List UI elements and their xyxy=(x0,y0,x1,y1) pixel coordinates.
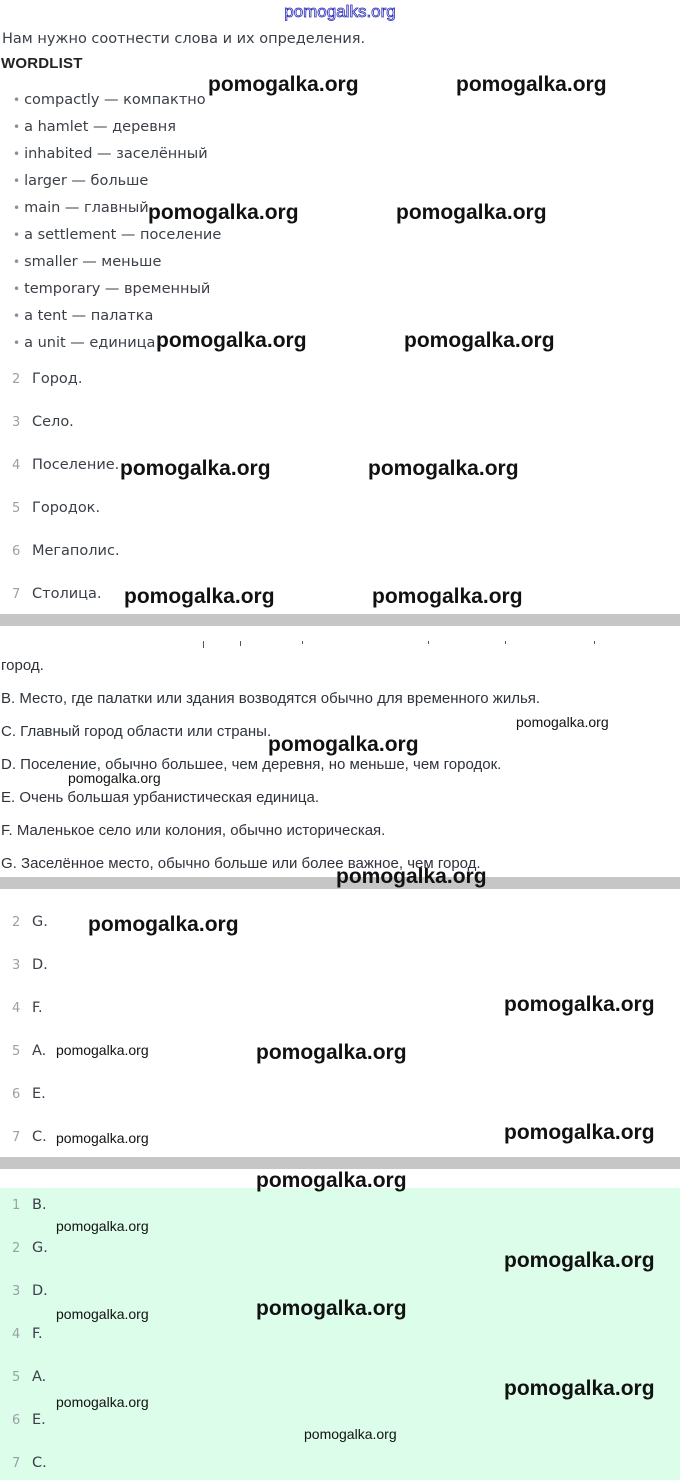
term-number: 5 xyxy=(12,501,21,516)
bullet-icon: • xyxy=(13,120,21,134)
watermark: pomogalka.org xyxy=(56,1218,149,1234)
definition-line: F. Маленькое село или колония, обычно историческая. xyxy=(1,822,386,839)
answer-number: 2 xyxy=(12,915,21,930)
watermark: pomogalka.org xyxy=(88,913,239,936)
watermark: pomogalka.org xyxy=(404,329,555,352)
watermark: pomogalka.org xyxy=(456,73,607,96)
final-answer-text: D. xyxy=(32,1283,48,1299)
wordlist-item: • a unit — единица xyxy=(13,335,156,351)
wordlist-item: • main — главный xyxy=(13,200,149,216)
watermark: pomogalka.org xyxy=(516,714,609,730)
wordlist-item: • compactly — компактно xyxy=(13,92,206,108)
bullet-icon: • xyxy=(13,336,21,350)
final-answer-text: G. xyxy=(32,1240,48,1256)
watermark: pomogalka.org xyxy=(372,585,523,608)
term-number: 4 xyxy=(12,458,21,473)
watermark: pomogalka.org xyxy=(256,1041,407,1064)
watermark: pomogalka.org xyxy=(156,329,307,352)
answer-number: 5 xyxy=(12,1044,21,1059)
definition-line: C. Главный город области или страны. xyxy=(1,723,272,740)
final-answer-number: 3 xyxy=(12,1284,21,1299)
bullet-icon: • xyxy=(13,201,21,215)
watermark: pomogalka.org xyxy=(256,1169,407,1192)
definition-line: город. xyxy=(1,657,44,674)
watermark: pomogalka.org xyxy=(56,1130,149,1146)
wordlist-item: • smaller — меньше xyxy=(13,254,162,270)
watermark: pomogalka.org xyxy=(396,201,547,224)
bullet-icon: • xyxy=(13,174,21,188)
answer-text: F. xyxy=(32,1000,43,1016)
final-answer-text: E. xyxy=(32,1412,46,1428)
answer-text: E. xyxy=(32,1086,46,1102)
final-answer-text: B. xyxy=(32,1197,47,1213)
watermark: pomogalka.org xyxy=(56,1306,149,1322)
final-answer-number: 6 xyxy=(12,1413,21,1428)
term-text: Городок. xyxy=(32,500,101,516)
answer-text: D. xyxy=(32,957,48,973)
wordlist-item: • a settlement — поселение xyxy=(13,227,222,243)
definition-line: E. Очень большая урбанистическая единица. xyxy=(1,789,320,806)
bullet-icon: • xyxy=(13,93,21,107)
final-answer-text: C. xyxy=(32,1455,47,1471)
watermark: pomogalka.org xyxy=(504,993,655,1016)
wordlist-item: • inhabited — заселённый xyxy=(13,146,208,162)
answer-text: C. xyxy=(32,1129,47,1145)
bullet-icon: • xyxy=(13,309,21,323)
wordlist-item: • larger — больше xyxy=(13,173,149,189)
final-answer-text: F. xyxy=(32,1326,43,1342)
answer-text: A. xyxy=(32,1043,47,1059)
term-text: Село. xyxy=(32,414,74,430)
watermark: pomogalka.org xyxy=(268,733,419,756)
final-answer-number: 7 xyxy=(12,1456,21,1471)
final-answer-number: 1 xyxy=(12,1198,21,1213)
final-answer-number: 5 xyxy=(12,1370,21,1385)
watermark: pomogalka.org xyxy=(368,457,519,480)
section-separator xyxy=(0,614,680,626)
bullet-icon: • xyxy=(13,228,21,242)
header-watermark: pomogalks.org xyxy=(284,2,396,21)
term-text: Столица. xyxy=(32,586,102,602)
bullet-icon: • xyxy=(13,282,21,296)
answer-number: 4 xyxy=(12,1001,21,1016)
definition-line: D. Поселение, обычно большее, чем деревня, но меньше, чем городок. xyxy=(1,756,502,773)
definition-line: B. Место, где палатки или здания возводятся обычно для временного жилья. xyxy=(1,690,541,707)
watermark: pomogalka.org xyxy=(56,1394,149,1410)
watermark: pomogalka.org xyxy=(336,865,487,888)
term-text: Мегаполис. xyxy=(32,543,120,559)
final-answer-text: A. xyxy=(32,1369,47,1385)
watermark: pomogalka.org xyxy=(504,1249,655,1272)
watermark: pomogalka.org xyxy=(208,73,359,96)
watermark: pomogalka.org xyxy=(120,457,271,480)
watermark: pomogalka.org xyxy=(504,1121,655,1144)
wordlist-item: • a tent — палатка xyxy=(13,308,154,324)
final-answer-number: 2 xyxy=(12,1241,21,1256)
bullet-icon: • xyxy=(13,147,21,161)
term-text: Город. xyxy=(32,371,83,387)
cropped-text-remnant xyxy=(0,641,680,649)
wordlist-heading: WORDLIST xyxy=(1,55,83,72)
watermark: pomogalka.org xyxy=(56,1042,149,1058)
term-number: 2 xyxy=(12,372,21,387)
final-answer-number: 4 xyxy=(12,1327,21,1342)
answer-number: 6 xyxy=(12,1087,21,1102)
watermark: pomogalka.org xyxy=(124,585,275,608)
term-number: 6 xyxy=(12,544,21,559)
term-number: 3 xyxy=(12,415,21,430)
intro-text: Нам нужно соотнести слова и их определения. xyxy=(2,31,366,47)
term-number: 7 xyxy=(12,587,21,602)
definition-line: G. Заселённое место, обычно больше или более важное, чем город. xyxy=(1,855,481,872)
wordlist-item: • a hamlet — деревня xyxy=(13,119,176,135)
answer-text: G. xyxy=(32,914,48,930)
watermark: pomogalka.org xyxy=(256,1297,407,1320)
watermark: pomogalka.org xyxy=(304,1426,397,1442)
answer-number: 7 xyxy=(12,1130,21,1145)
watermark: pomogalka.org xyxy=(504,1377,655,1400)
bullet-icon: • xyxy=(13,255,21,269)
watermark: pomogalka.org xyxy=(68,770,161,786)
term-text: Поселение. xyxy=(32,457,120,473)
section-separator xyxy=(0,1157,680,1169)
answer-number: 3 xyxy=(12,958,21,973)
watermark: pomogalka.org xyxy=(148,201,299,224)
wordlist-item: • temporary — временный xyxy=(13,281,211,297)
